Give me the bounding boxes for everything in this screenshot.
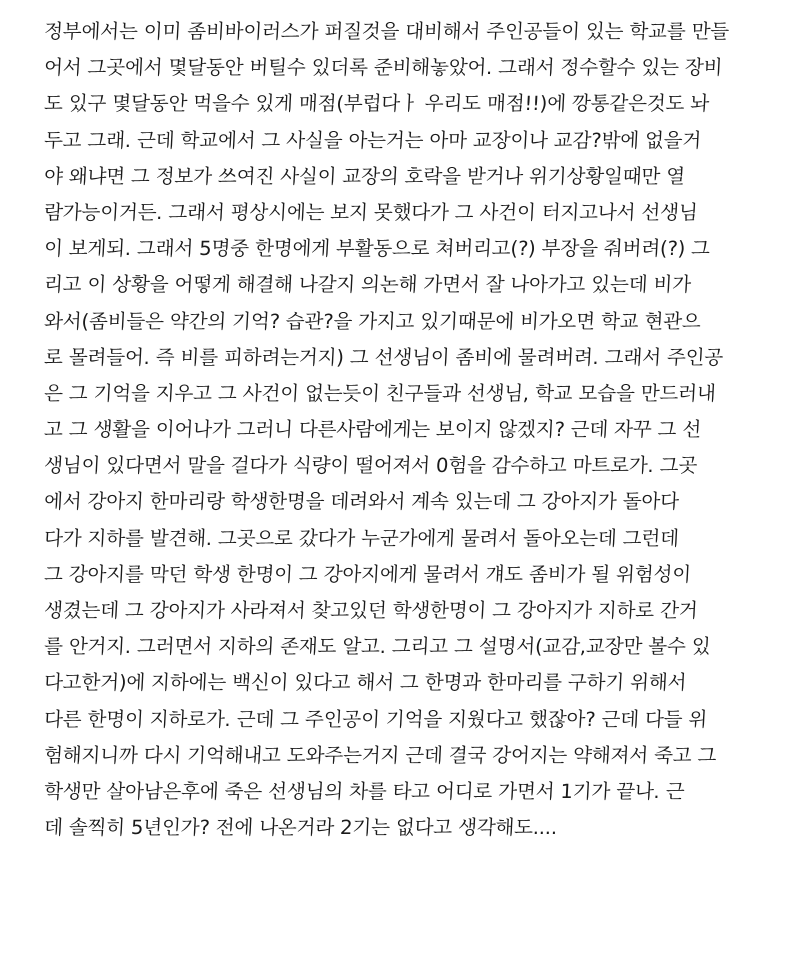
- handwritten-text-block: [44, 14, 774, 846]
- text-line: 은 그 기억을 지우고 그 사건이 없는듯이 친구들과 선생님, 학교 모습을 만드러내: [43, 381, 717, 405]
- text-line: 데 솔찍히 5년인가? 전에 나온거라 2기는 없다고 생각해도....: [43, 816, 558, 840]
- text-line: 로 몰려들어. 즉 비를 피하려는거지) 그 선생님이 좀비에 물려버려. 그래서 주인공: [43, 345, 724, 369]
- text-line: 정부에서는 이미 좀비바이러스가 퍼질것을 대비해서 주인공들이 있는 학교를 만들: [43, 20, 730, 43]
- text-line: 생겼는데 그 강아지가 사라져서 찾고있던 학생한명이 그 강아지가 지하로 간거: [43, 599, 699, 622]
- text-line: 그 강아지를 막던 학생 한명이 그 강아지에게 물려서 걔도 좀비가 될 위험성이: [43, 562, 692, 586]
- text-line: 고 그 생활을 이어나가 그러니 다른사람에게는 보이지 않겠지? 근데 자꾸 그 선: [43, 418, 702, 442]
- text-line: 험해지니까 다시 기억해내고 도와주는거지 근데 결국 강어지는 약해져서 죽고 그: [43, 743, 717, 767]
- text-line: 이 보게되. 그래서 5명중 한명에게 부활동으로 쳐버리고(?) 부장을 줘버려(?) 그: [43, 237, 711, 261]
- text-line: 어서 그곳에서 몇달동안 버틸수 있더록 준비해놓았어. 그래서 정수할수 있는 장비: [43, 56, 723, 80]
- text-line: 람가능이거든. 그래서 평상시에는 보지 못했다가 그 사건이 터지고나서 선생님: [43, 200, 699, 224]
- text-line: 두고 그래. 근데 학교에서 그 사실을 아는거는 아마 교장이나 교감?밖에 없을거: [43, 128, 702, 152]
- text-line: 다른 한명이 지하로가. 근데 그 주인공이 기억을 지웠다고 했잖아? 근데 다들 위: [43, 707, 708, 731]
- text-line: 야 왜냐면 그 정보가 쓰여진 사실이 교장의 호락을 받거나 위기상황일때만 열: [43, 164, 686, 188]
- text-line: 생님이 있다면서 말을 걸다가 식량이 떨어져서 0험을 감수하고 마트로가. 그곳: [43, 454, 698, 478]
- text-line: 에서 강아지 한마리랑 학생한명을 데려와서 계속 있는데 그 강아지가 돌아다: [43, 490, 680, 514]
- text-line: 를 안거지. 그러면서 지하의 존재도 알고. 그리고 그 설명서(교감,교장만 볼수 있: [43, 635, 712, 659]
- text-line: 리고 이 상황을 어떻게 해결해 나갈지 의논해 가면서 잘 나아가고 있는데 비가: [43, 273, 692, 297]
- text-line: 다고한거)에 지하에는 백신이 있다고 해서 그 한명과 한마리를 구하기 위해서: [43, 671, 687, 695]
- text-line: 다가 지하를 발견해. 그곳으로 갔다가 누군가에게 물려서 돌아오는데 그런데: [43, 526, 680, 550]
- text-line: 도 있구 몇달동안 먹을수 있게 매점(부럽다ㅏ 우리도 매점!!)에 깡통같은것도 놔: [43, 92, 710, 116]
- text-line: 학생만 살아남은후에 죽은 선생님의 차를 타고 어디로 가면서 1기가 끝나. 근: [43, 779, 686, 803]
- text-line: 와서(좀비들은 약간의 기억? 습관?을 가지고 있기때문에 비가오면 학교 현관으: [43, 309, 702, 333]
